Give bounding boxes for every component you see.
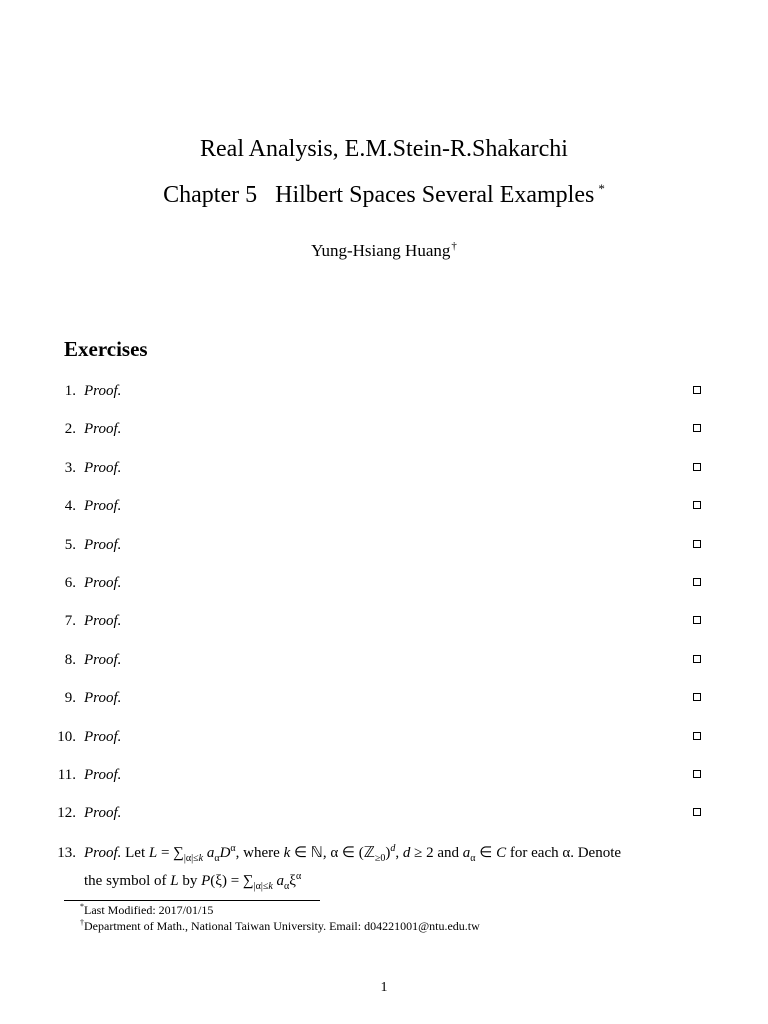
exercise-item: [0, 611, 768, 631]
section-heading: Exercises: [64, 337, 148, 361]
proof-label: Proof.: [84, 421, 122, 438]
exercise-item: [0, 688, 768, 708]
exercise-item: [0, 381, 768, 401]
proof-label: Proof.: [84, 459, 122, 476]
exercise-13-line-1: Proof. Let $L = \sum_{|\alpha|\le k}$ $a_\alpha D^\alpha$, where k ∈ ℕ, α ∈ (ℤ$_{\ge 0}$)$^d$, d ≥ 2 and $a_\alpha$ ∈ C for each α. Denote: [84, 843, 622, 864]
exercise-number: 4.: [64, 498, 76, 515]
qed-box-icon: [693, 501, 701, 509]
proof-label: Proof.: [84, 613, 122, 630]
author-line: [0, 240, 768, 262]
exercise-item: [0, 458, 768, 478]
proof-label: Proof.: [84, 767, 122, 783]
exercise-number: 13.: [57, 845, 76, 861]
exercise-item: [0, 419, 768, 439]
exercise-number: 8.: [64, 651, 76, 668]
title-footnote-marker: *: [598, 181, 605, 196]
exercise-item: [0, 535, 768, 555]
qed-box-icon: [693, 770, 701, 778]
qed-box-icon: [693, 578, 701, 586]
proof-label: Proof.: [84, 690, 122, 707]
proof-label: Proof.: [84, 536, 122, 553]
document-title: Real Analysis, E.M.Stein-R.Shakarchi: [200, 136, 568, 162]
footnote-affiliation: [80, 919, 480, 934]
exercise-number: 6.: [64, 575, 76, 591]
exercise-item: [0, 765, 768, 785]
exercise-item: [0, 496, 768, 516]
proof-label: Proof.: [84, 805, 122, 822]
qed-box-icon: [693, 463, 701, 471]
footnote-rule: [64, 900, 320, 901]
proof-label: Proof.: [84, 728, 122, 745]
proof-label: Proof.: [84, 498, 122, 515]
exercise-number: 9.: [64, 690, 76, 707]
proof-label: Proof.: [84, 383, 122, 399]
exercise-number: 5.: [64, 536, 76, 553]
exercise-item: [0, 573, 768, 593]
qed-box-icon: [693, 808, 701, 816]
proof-label: Proof.: [84, 651, 122, 668]
exercise-item: [0, 803, 768, 823]
proof-label: Proof.: [84, 575, 122, 591]
author-name: Yung-Hsiang Huang: [311, 241, 451, 260]
exercise-number: 1.: [64, 383, 76, 399]
exercise-13-denote: for each α. Denote: [506, 845, 622, 861]
exercise-item: [0, 727, 768, 747]
exercise-number: 2.: [64, 421, 76, 438]
footnote-text: Department of Math., National Taiwan University. Email: d04221001@ntu.edu.tw: [84, 919, 480, 933]
qed-box-icon: [693, 386, 701, 394]
exercise-number: 10.: [57, 728, 76, 745]
qed-box-icon: [693, 540, 701, 548]
chapter-title-text: Chapter 5 Hilbert Spaces Several Examples: [163, 182, 595, 208]
qed-box-icon: [693, 655, 701, 663]
exercise-number: 11.: [57, 767, 76, 783]
qed-box-icon: [693, 424, 701, 432]
exercise-number: 12.: [57, 805, 76, 822]
exercise-13-line-2: the symbol of L by $P(\xi) = \sum_{|\alpha|\le k}$ $a_\alpha\xi^\alpha$: [84, 871, 302, 892]
footnote-text: Last Modified: 2017/01/15: [84, 903, 214, 917]
qed-box-icon: [693, 693, 701, 701]
author-footnote-marker: †: [451, 240, 457, 253]
exercise-item: [0, 650, 768, 670]
footnote-marker: †: [80, 918, 84, 927]
qed-box-icon: [693, 732, 701, 740]
footnote-last-modified: [80, 903, 213, 918]
qed-box-icon: [693, 616, 701, 624]
page-number: 1: [380, 980, 388, 995]
proof-label: Proof.: [84, 845, 122, 861]
exercise-number: 7.: [64, 613, 76, 630]
exercise-number: 3.: [64, 459, 76, 476]
exercise-13-let: Let: [125, 845, 149, 861]
exercise-13-symbol-prefix: the symbol of: [84, 873, 171, 889]
footnote-marker: *: [80, 902, 84, 911]
chapter-title: [0, 180, 768, 210]
